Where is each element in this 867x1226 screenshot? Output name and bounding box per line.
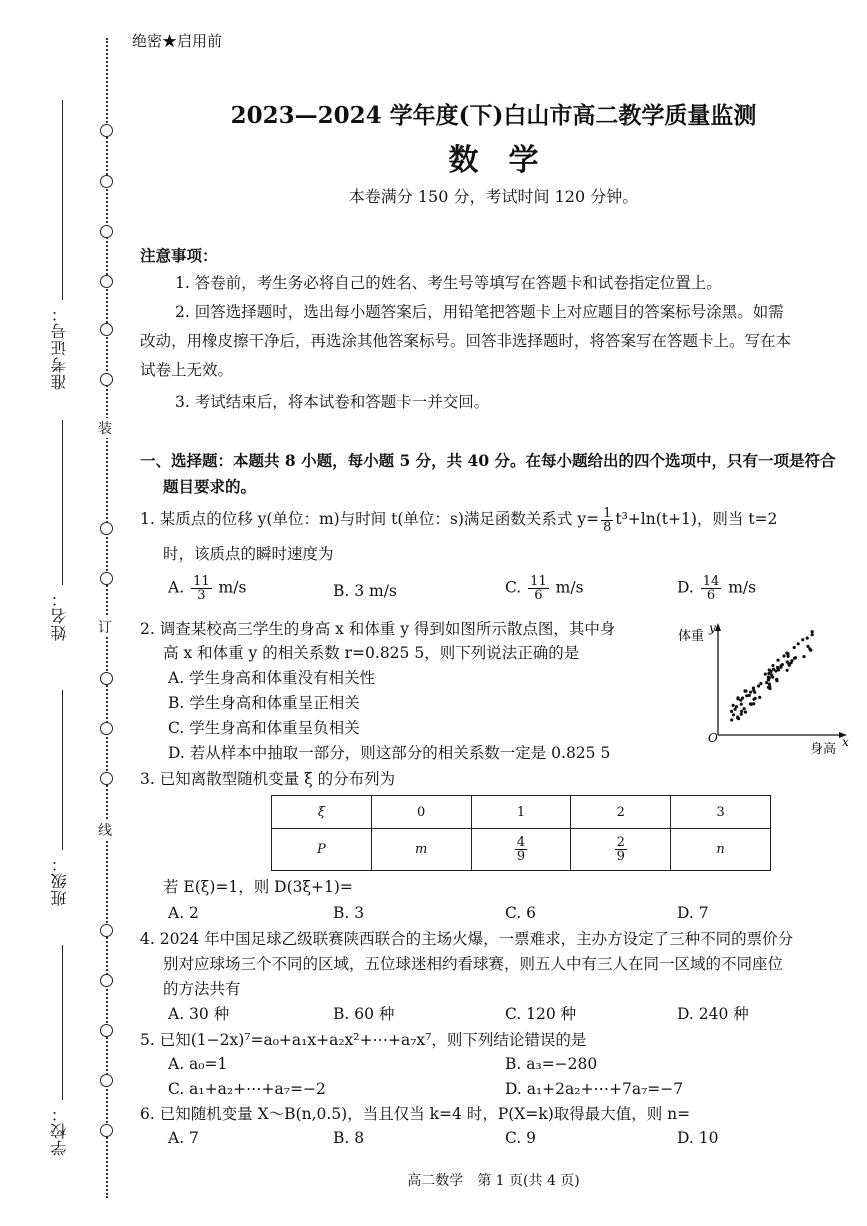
q2-option-c: C. 学生身高和体重呈负相关 <box>168 719 360 737</box>
scatter-point <box>806 637 809 640</box>
table-row <box>272 829 771 871</box>
binding-hole <box>100 924 113 937</box>
scatter-point <box>786 669 789 672</box>
q6-option-d: D. 10 <box>677 1129 719 1147</box>
q6-option-a: A. 7 <box>168 1129 199 1147</box>
scatter-point <box>811 630 814 633</box>
xian-mark: 线 <box>98 820 112 840</box>
scatter-point <box>767 676 770 679</box>
q3-option-a: A. 2 <box>168 904 199 922</box>
scatter-point <box>736 716 739 719</box>
question-1-stem <box>140 506 777 534</box>
scatter-point <box>774 669 777 672</box>
table-cell: ξ <box>272 796 372 829</box>
binding-hole <box>100 672 113 685</box>
note-2-line-2: 改动，用橡皮擦干净后，再选涂其他答案标号。回答非选择题时，将答案写在答题卡上。写在本 <box>140 332 792 350</box>
scatter-point <box>771 664 774 667</box>
scatter-plot-figure <box>676 620 851 755</box>
question-5-stem: 5. 已知(1−2x)⁷=a₀+a₁x+a₂x²+⋯+a₇x⁷，则下列结论错误的是 <box>140 1031 587 1049</box>
table-cell: 2 <box>571 796 671 829</box>
scatter-point <box>741 696 744 699</box>
q3-option-b: B. 3 <box>333 904 365 922</box>
class-label: 班级： <box>50 855 69 906</box>
question-2-stem-cont: 高 x 和体重 y 的相关系数 r=0.825 5，则下列说法正确的是 <box>163 644 580 662</box>
scatter-point <box>736 697 739 700</box>
binding-hole <box>100 275 113 288</box>
q1-option-c: C. $\frac{11}{6}$ m/s <box>505 574 584 603</box>
binding-hole <box>100 772 113 785</box>
fig-y-label: 体重 <box>678 629 705 644</box>
zhuang-mark: 装 <box>98 418 112 438</box>
q5-option-c: C. a₁+a₂+⋯+a₇=−2 <box>168 1080 326 1098</box>
scatter-point <box>752 698 755 701</box>
scatter-point <box>740 713 743 716</box>
scatter-point <box>757 684 760 687</box>
scatter-point <box>786 660 789 663</box>
question-4-stem-cont2: 的方法共有 <box>163 980 241 998</box>
scatter-point <box>777 659 780 662</box>
scatter-point <box>730 718 733 721</box>
scatter-point <box>776 666 779 669</box>
scatter-point <box>797 642 800 645</box>
distribution-table <box>271 795 771 871</box>
scatter-point <box>802 655 805 658</box>
scatter-point <box>765 681 768 684</box>
scatter-point <box>749 691 752 694</box>
scatter-point <box>732 704 735 707</box>
scatter-point <box>744 711 747 714</box>
scatter-point <box>787 655 790 658</box>
scatter-point <box>768 687 771 690</box>
table-cell: 0 <box>371 796 471 829</box>
binding-hole <box>100 1124 113 1137</box>
q3-option-c: C. 6 <box>505 904 537 922</box>
note-3: 3. 考试结束后，将本试卷和答题卡一并交回。 <box>175 393 490 411</box>
q4-option-c: C. 120 种 <box>505 1005 577 1023</box>
binding-hole <box>100 722 113 735</box>
q5-option-d: D. a₁+2a₂+⋯+7a₇=−7 <box>505 1080 684 1098</box>
binding-hole <box>100 522 113 535</box>
q1-option-b: B. 3 m/s <box>333 582 397 600</box>
binding-hole <box>100 225 113 238</box>
binding-hole <box>100 572 113 585</box>
scatter-point <box>782 654 785 657</box>
q4-option-d: D. 240 种 <box>677 1005 749 1023</box>
q5-option-a: A. a₀=1 <box>168 1055 228 1073</box>
scatter-point <box>801 638 804 641</box>
table-cell: $\frac{2}{9}$ <box>571 829 671 871</box>
scatter-point <box>735 705 738 708</box>
q1-option-a: A. $\frac{11}{3}$ m/s <box>168 574 247 603</box>
binding-hole <box>100 323 113 336</box>
question-3-stem: 3. 已知离散型随机变量 ξ 的分布列为 <box>140 770 396 788</box>
scatter-point <box>743 707 746 710</box>
binding-hole <box>100 1024 113 1037</box>
q1-text: 1. 某质点的位移 y(单位：m)与时间 t(单位：s)满足函数关系式 y= <box>140 510 600 528</box>
note-1: 1. 答卷前，考生务必将自己的姓名、考生号等填写在答题卡和试卷指定位置上。 <box>175 274 722 292</box>
question-4-stem: 4. 2024 年中国足球乙级联赛陕西联合的主场火爆，一票难求，主办方设定了三种不同的票价分 <box>140 930 794 948</box>
table-cell: 3 <box>671 796 771 829</box>
scatter-point <box>749 702 752 705</box>
scatter-point <box>758 696 761 699</box>
question-1-stem-cont: 时，该质点的瞬时速度为 <box>163 545 334 563</box>
q2-option-a: A. 学生身高和体重没有相关性 <box>168 669 376 687</box>
scatter-point <box>806 645 809 648</box>
scatter-point <box>768 683 771 686</box>
scatter-point <box>745 694 748 697</box>
table-cell: P <box>272 829 372 871</box>
fig-x-var: x <box>842 735 849 749</box>
exam-info: 本卷满分 150 分，考试时间 120 分钟。 <box>348 187 639 206</box>
question-4-stem-cont: 别对应球场三个不同的区域，五位球迷相约看球赛，则五人中有三人在同一区域的不同座位 <box>163 955 784 973</box>
table-row <box>272 796 771 829</box>
section-1-heading-cont: 题目要求的。 <box>163 477 257 496</box>
binding-hole <box>100 1074 113 1087</box>
scatter-point <box>740 703 743 706</box>
scatter-point <box>779 666 782 669</box>
q1-fraction: $\frac{1}{8}$ <box>603 505 612 535</box>
notes-heading: 注意事项： <box>140 246 218 265</box>
secret-label: 绝密★启用前 <box>132 32 223 50</box>
q2-option-b: B. 学生身高和体重呈正相关 <box>168 694 360 712</box>
scatter-point <box>790 659 793 662</box>
table-cell: 1 <box>471 796 571 829</box>
q5-option-b: B. a₃=−280 <box>505 1055 598 1073</box>
scatter-point <box>764 673 767 676</box>
q6-option-c: C. 9 <box>505 1129 537 1147</box>
question-2-stem: 2. 调查某校高三学生的身高 x 和体重 y 得到如图所示散点图，其中身 <box>140 620 616 638</box>
scatter-point <box>768 668 771 671</box>
scatter-point <box>770 673 773 676</box>
scatter-point <box>759 682 762 685</box>
q4-option-b: B. 60 种 <box>333 1005 395 1023</box>
question-6-stem: 6. 已知随机变量 X～B(n,0.5)，当且仅当 k=4 时，P(X=k)取得最大值，则 n= <box>140 1105 691 1123</box>
q4-option-a: A. 30 种 <box>168 1005 230 1023</box>
name-underline <box>62 420 63 585</box>
name-label: 姓名： <box>50 590 69 641</box>
section-1-heading: 一、选择题：本题共 8 小题，每小题 5 分，共 40 分。在每小题给出的四个选项中，只有一项是符合 <box>140 451 836 470</box>
q3-option-d: D. 7 <box>677 904 709 922</box>
fig-x-label: 身高 <box>810 742 837 755</box>
scatter-point <box>743 689 746 692</box>
scatter-dots <box>730 630 814 722</box>
school-underline <box>62 945 63 1100</box>
scatter-point <box>730 710 733 713</box>
q2-option-d: D. 若从样本中抽取一部分，则这部分的相关系数一定是 0.825 5 <box>168 744 611 762</box>
school-label: 学校： <box>50 1105 69 1156</box>
ding-mark: 订 <box>98 617 112 637</box>
note-2-line-1: 2. 回答选择题时，选出每小题答案后，用铅笔把答题卡上对应题目的答案标号涂黑。如需 <box>175 303 784 321</box>
scatter-point <box>811 633 814 636</box>
scatter-point <box>740 710 743 713</box>
page-footer: 高二数学 第 1 页(共 4 页) <box>407 1173 580 1189</box>
exam-number-label: 准考证号： <box>50 305 69 390</box>
scatter-point <box>793 646 796 649</box>
exam-title: 2023—2024 学年度(下)白山市高二教学质量监测 <box>230 102 757 129</box>
table-cell: n <box>671 829 771 871</box>
table-cell: $\frac{4}{9}$ <box>471 829 571 871</box>
fig-origin: O <box>708 731 718 745</box>
question-3-stem-cont: 若 E(ξ)=1，则 D(3ξ+1)= <box>163 878 353 896</box>
scatter-point <box>752 689 755 692</box>
fig-y-var: y <box>709 621 716 635</box>
q6-option-b: B. 8 <box>333 1129 365 1147</box>
subject-title: 数 学 <box>448 143 539 178</box>
binding-hole <box>100 373 113 386</box>
scatter-point <box>732 713 735 716</box>
scatter-point <box>793 657 796 660</box>
class-underline <box>62 690 63 850</box>
scatter-point <box>752 702 755 705</box>
scatter-point <box>775 679 778 682</box>
table-cell: m <box>371 829 471 871</box>
binding-hole <box>100 974 113 987</box>
note-2-line-3: 试卷上无效。 <box>140 361 234 379</box>
q1-option-d: D. $\frac{14}{6}$ m/s <box>677 574 757 603</box>
q1-tail: t³+ln(t+1)，则当 t=2 <box>615 510 778 528</box>
